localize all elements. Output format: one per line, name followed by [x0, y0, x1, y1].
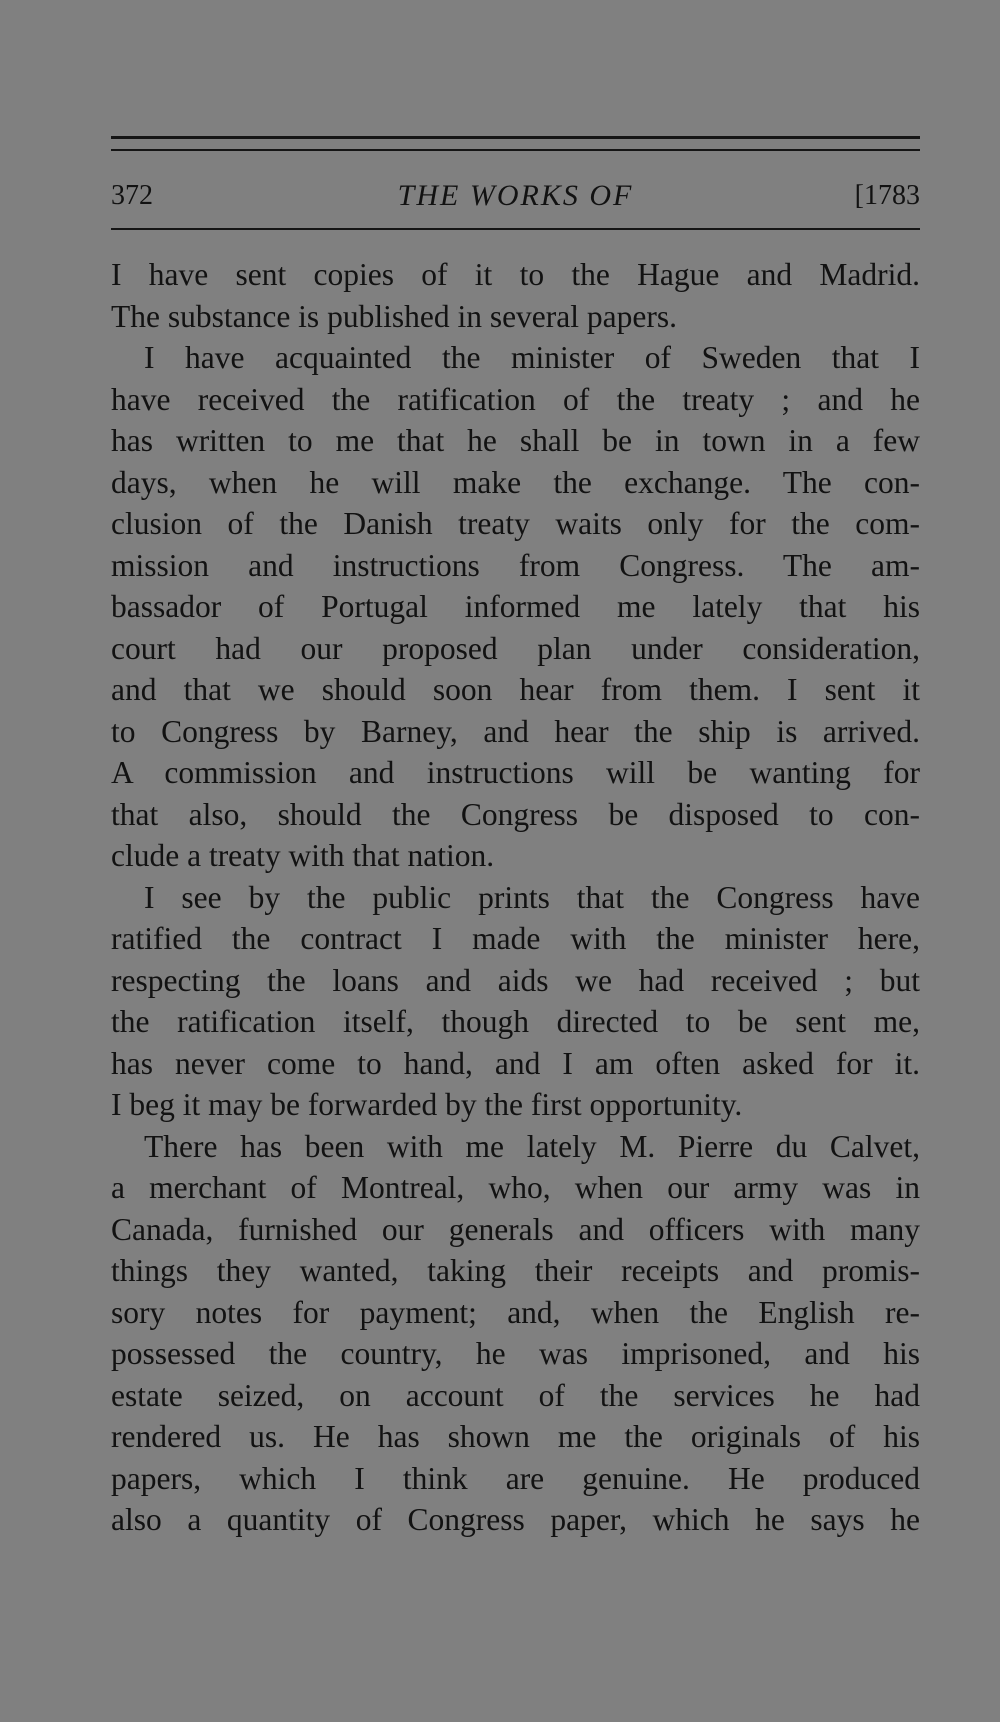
text-line: has never come to hand, and I am often asked for it.: [111, 1045, 920, 1081]
text-line: possessed the country, he was imprisoned, and his: [111, 1336, 920, 1371]
text-line: The substance is published in several papers.: [111, 298, 677, 334]
text-line: A commission and instructions will be wanting for: [111, 755, 920, 790]
text-line: the ratification itself, though directed to be sent me,: [111, 1004, 920, 1039]
text-line: a merchant of Montreal, who, when our army was in: [111, 1170, 920, 1205]
paragraph-first-line: I have acquainted the minister of Sweden that I: [144, 340, 920, 375]
running-title: THE WORKS OF: [397, 179, 634, 212]
text-line: also a quantity of Congress paper, which he says he: [111, 1502, 920, 1537]
text-line: I have sent copies of it to the Hague and Madrid.: [111, 257, 920, 292]
paragraph-first-line: There has been with me lately M. Pierre du Calvet,: [144, 1128, 920, 1164]
text-line: clude a treaty with that nation.: [111, 838, 495, 873]
running-head: [111, 176, 920, 216]
text-line: have received the ratification of the treaty ; and he: [111, 381, 920, 417]
text-line: mission and instructions from Congress. The am-: [111, 547, 920, 583]
page-number: 372: [111, 180, 153, 211]
text-line: bassador of Portugal informed me lately that his: [111, 589, 920, 624]
text-line: that also, should the Congress be disposed to con-: [111, 796, 920, 832]
text-line: and that we should soon hear from them. I sent it: [111, 672, 920, 707]
text-line: I beg it may be forwarded by the first opportunity.: [111, 1087, 743, 1122]
text-line: to Congress by Barney, and hear the ship is arrived.: [111, 713, 920, 749]
text-line: rendered us. He has shown me the originals of his: [111, 1419, 920, 1454]
text-line: has written to me that he shall be in town in a few: [111, 423, 920, 458]
text-line: Canada, furnished our generals and officers with many: [111, 1211, 920, 1247]
body-text: [111, 254, 920, 1541]
paragraph-first-line: I see by the public prints that the Congress have: [144, 879, 920, 915]
text-line: court had our proposed plan under consideration,: [111, 630, 920, 666]
text-line: sory notes for payment; and, when the English re-: [111, 1294, 920, 1330]
text-line: clusion of the Danish treaty waits only for the com-: [111, 506, 920, 541]
text-line: days, when he will make the exchange. The con-: [111, 464, 920, 500]
text-line: papers, which I think are genuine. He produced: [111, 1460, 920, 1496]
text-line: things they wanted, taking their receipts and promis-: [111, 1253, 920, 1288]
text-line: estate seized, on account of the services he had: [111, 1377, 920, 1413]
text-line: respecting the loans and aids we had received ; but: [111, 962, 920, 998]
text-line: ratified the contract I made with the minister here,: [111, 921, 920, 956]
top-rule: [111, 136, 920, 139]
running-year: [1783: [854, 180, 920, 211]
top-rule-inner: [111, 149, 920, 151]
header-rule: [111, 228, 920, 230]
